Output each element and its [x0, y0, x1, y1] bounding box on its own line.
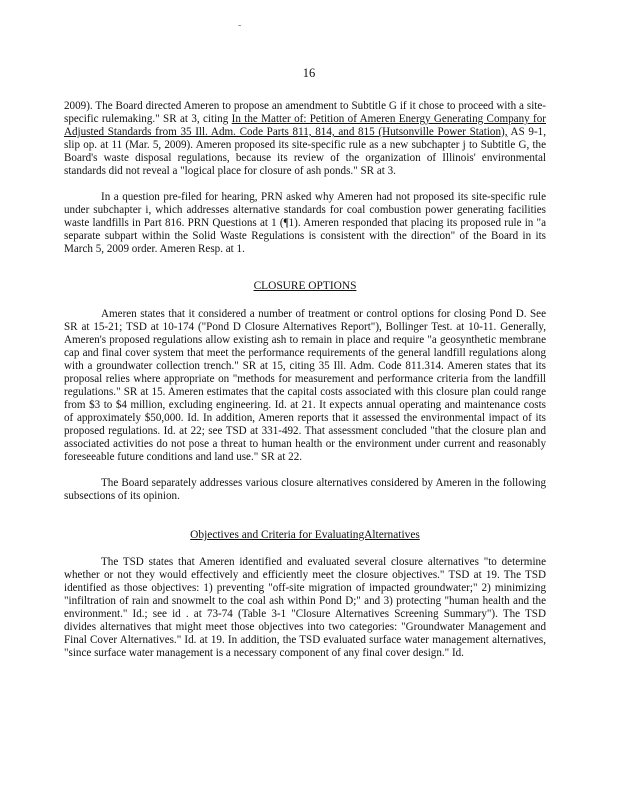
paragraph-prn-question: In a question pre-filed for hearing, PRN asked why Ameren had not proposed its site-specific rule under subchapter i, which addresses alternative standards for coal combustion power generating facilities waste landfills in Part 816. PRN Questions at 1 (¶1). Ameren responded that placing its proposed rule in "a separate subpart within the Solid Waste Regulations is consistent with the direction" of the Board in its March 5, 2009 order. Ameren Resp. at 1. — [64, 191, 546, 255]
paragraph-text: 2009). The Board directed Ameren to propose an amendment to Subtitle G if it chose to proceed with a site-specific rulemaking." SR at 3, citing — [64, 100, 546, 125]
document-body — [64, 100, 546, 660]
paragraph-tsd-objectives: The TSD states that Ameren identified and evaluated several closure alternatives "to determine whether or not they would effectively and efficiently meet the closure objectives." TSD at 19. The TSD identified as those objectives: 1) preventing "off-site migration of impacted groundwater;" 2) minimizing "infiltration of rain and snowmelt to the coal ash within Pond D;" and 3) protecting "human health and the environment." Id.; see id . at 73-74 (Table 3-1 "Closure Alternatives Screening Summary"). The TSD divides alternatives that might meet those objectives into two categories: "Groundwater Management and Final Cover Alternatives." Id. at 19. In addition, the TSD evaluated surface water management alternatives, "since surface water management is a necessary component of any final cover design." Id. — [64, 556, 546, 659]
paragraph-text: AS 9-1, slip op. at 11 (Mar. 5, 2009). Ameren proposed its site-specific rule as a new subchapter j to Subtitle G, the Board's waste disposal regulations, because its review of the organization of Illinois' environmental standards did not reveal a "logical place for closure of ash ponds." SR at 3. — [64, 126, 546, 177]
paragraph-closure-options: Ameren states that it considered a number of treatment or control options for closing Pond D. See SR at 15-21; TSD at 10-174 ("Pond D Closure Alternatives Report"), Bollinger Test. at 10-11. Generally, Ameren's proposed regulations allow existing ash to remain in place and require "a geosynthetic membrane cap and final cover system that meet the performance requirements of the general landfill regulations along with a groundwater collection trench." SR at 15, citing 35 Ill. Adm. Code 811.314. Ameren states that its proposal relies where appropriate on "methods for measurement and performance criteria from the landfill regulations." SR at 15. Ameren estimates that the capital costs associated with this closure plan could range from $3 to $4 million, excluding engineering. Id. at 21. It expects annual operating and maintenance costs of approximately $50,000. Id. In addition, Ameren reports that it assessed the environmental impact of its proposed regulations. Id. at 22; see TSD at 331-492. That assessment concluded "that the closure plan and associated activities do not pose a threat to human health or the environment under current and reasonably foreseeable future conditions and land use." SR at 22. — [64, 308, 546, 463]
subsection-heading-objectives: Objectives and Criteria for EvaluatingAlternatives — [190, 529, 420, 541]
page-number: 16 — [302, 66, 316, 80]
section-heading-closure-options: CLOSURE OPTIONS — [253, 280, 357, 292]
stray-mark: ˜ — [238, 24, 242, 35]
paragraph-board-addresses: The Board separately addresses various closure alternatives considered by Ameren in the following subsections of its opinion. — [64, 477, 546, 502]
case-citation: In the Matter of: Petition of Ameren Energy Generating Company for Adjusted Standards from 35 Ill. Adm. Code Parts 811, 814, and 815 (Hutsonville Power Station), — [64, 113, 546, 138]
paragraph-continuation — [64, 100, 546, 178]
